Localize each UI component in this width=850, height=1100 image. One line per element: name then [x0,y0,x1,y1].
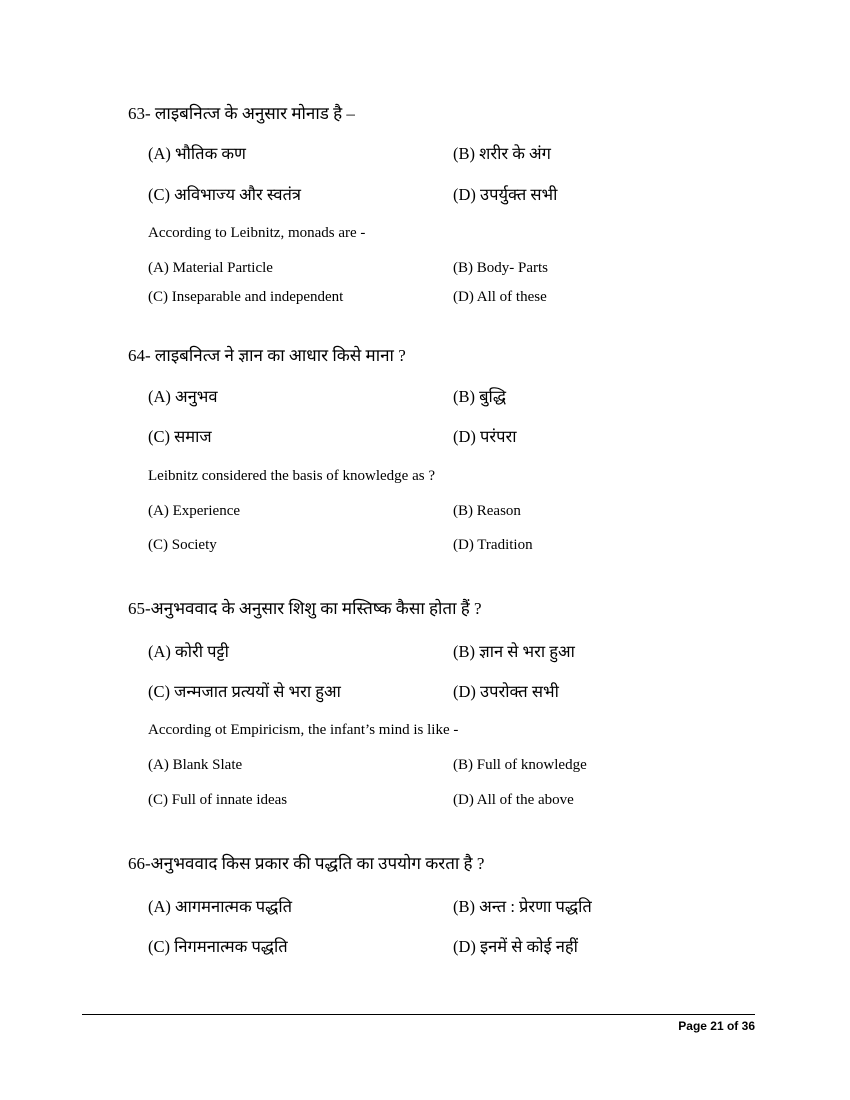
option-c-hindi: (C) समाज [148,427,212,446]
question-stem-hindi: 64- लाइबनित्ज ने ज्ञान का आधार किसे माना ? [128,346,406,365]
option-d-hindi: (D) इनमें से कोई नहीं [453,937,578,956]
option-d-hindi: (D) उपर्युक्त सभी [453,185,558,204]
option-c-hindi: (C) अविभाज्य और स्वतंत्र [148,185,302,204]
option-b-english: (B) Body- Parts [453,260,548,276]
option-a-hindi: (A) आगमनात्मक पद्धति [148,897,293,916]
option-b-hindi: (B) ज्ञान से भरा हुआ [453,642,575,661]
option-a-english: (A) Blank Slate [148,757,243,773]
footer-divider [82,1014,755,1015]
option-d-hindi: (D) परंपरा [453,427,517,446]
question-stem-english: According ot Empiricism, the infant’s mind is like - [148,722,459,738]
option-d-english: (D) Tradition [453,537,533,553]
option-a-hindi: (A) अनुभव [148,387,218,406]
option-d-english: (D) All of the above [453,792,574,808]
option-d-english: (D) All of these [453,289,547,305]
option-a-hindi: (A) कोरी पट्टी [148,642,229,661]
option-a-english: (A) Material Particle [148,260,273,276]
question-stem-english: According to Leibnitz, monads are - [148,225,366,241]
option-a-hindi: (A) भौतिक कण [148,144,246,163]
option-b-hindi: (B) शरीर के अंग [453,144,551,163]
option-c-hindi: (C) निगमनात्मक पद्धति [148,937,288,956]
option-b-english: (B) Reason [453,503,521,519]
option-d-hindi: (D) उपरोक्त सभी [453,682,559,701]
page-number: Page 21 of 36 [678,1019,755,1033]
question-stem-hindi: 63- लाइबनित्ज के अनुसार मोनाड है – [128,104,355,123]
option-b-hindi: (B) अन्त : प्रेरणा पद्धति [453,897,592,916]
option-c-english: (C) Society [148,537,217,553]
option-b-hindi: (B) बुद्धि [453,387,506,406]
option-c-hindi: (C) जन्मजात प्रत्ययों से भरा हुआ [148,682,341,701]
option-c-english: (C) Inseparable and independent [148,289,344,305]
question-stem-hindi: 66-अनुभववाद किस प्रकार की पद्धति का उपयोग करता है ? [128,854,485,873]
option-b-english: (B) Full of knowledge [453,757,587,773]
option-c-english: (C) Full of innate ideas [148,792,288,808]
option-a-english: (A) Experience [148,503,241,519]
question-stem-hindi: 65-अनुभववाद के अनुसार शिशु का मस्तिष्क कैसा होता हैं ? [128,599,482,618]
question-stem-english: Leibnitz considered the basis of knowledge as ? [148,468,435,484]
